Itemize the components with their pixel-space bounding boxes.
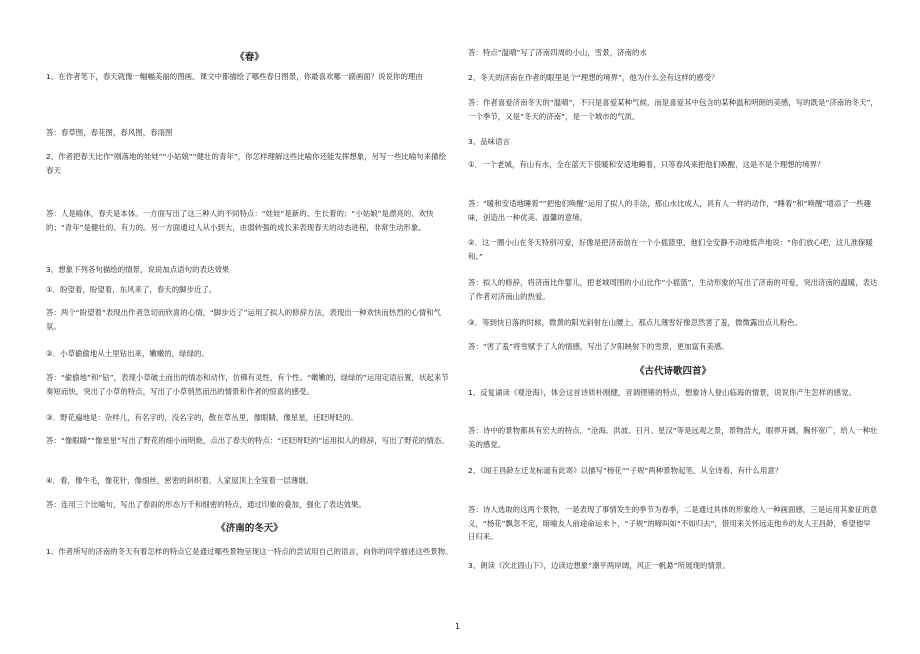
answer-poems-2: 答：诗人选取的这两个景物，一是表现了事情发生的季节为春季，二是通过具体的形象给人一种画面感，三是运用其象征的意义，“杨花”飘忽不定，暗喻友人前途命运未卜，“子规”的啼叫如“不如归去”，借用来关怀远走他乡的友人王昌龄，希望他早日归来。 xyxy=(468,505,878,541)
answer-item-1: 答：两个“盼望着”表现出作者急切而欣喜的心情，“脚步近了”运用了拟人的修辞方法，表现出一种欢快而热烈的心情和气氛。 xyxy=(46,308,441,331)
page-number: 1 xyxy=(455,622,461,631)
section-title-poems: 《古代诗歌四首》 xyxy=(634,366,711,377)
jinan-item-2: ②．这一圈小山在冬天特别可爱，好像是把济南放在一个小摇篮里，他们全安静不动地低声地说：“你们放心吧，这儿准保暖和。” xyxy=(468,238,873,261)
question-jinan-1: 1、作者所写的济南的冬天有着怎样的特点它是通过哪些景物呈现这一特点的尝试用自己的语言，向你的同学描述这些景物。 xyxy=(46,547,453,556)
question-jinan-2: 2、冬天的济南在作者的眼里是个“理想的境界”，他为什么会有这样的感受？ xyxy=(468,73,719,82)
jinan-item-3: ③．等到快日落的时候，微黄的阳光斜射在山腰上，那点儿薄雪好像忽然害了羞，微微露出点儿粉色。 xyxy=(468,318,803,327)
answer-2: 答：人是喻体，春天是本体。一方面写出了这三种人的不同特点：“娃娃”是新的、生长着的；“小姑娘”是漂亮的、欢快的；“青年”是健壮的、有力的。另一方面通过人从小到大，由弱转强的成长来表现春天的动态进程，非常生动形象。 xyxy=(46,209,434,232)
answer-1: 答：春草图，春花图，春风图，春雨图 xyxy=(46,128,173,137)
question-2: 2、作者把春天比作“刚落地的娃娃”“小姑娘”“健壮的青年”，你怎样理解这些比喻你还能发挥想象，另写一些比喻句来描绘春天 xyxy=(46,152,447,175)
answer-item-2: 答：“偷偷地”和“钻”，表现小草破土而出的情态和动作，仿佛有灵性，有个性。“嫩嫩的，绿绿的”运用定语后置，状起来节奏短而快，突出了小草的特点，写出了小草悄然而出的情景和作者的惊喜的感受。 xyxy=(46,373,449,396)
answer-jinan-1: 答：特点“温晴”写了济南四周的小山，雪景，济南的水 xyxy=(468,48,647,57)
answer-poems-1: 答：诗中的景物都具有宏大的特点，“沧海、洪波、日月、星汉”等是远观之景，景物浩大，眼界开阔，胸怀宽广，给人一种壮美的感觉。 xyxy=(468,426,878,449)
item-4: ④．看，像牛毛，像花针，像细丝，密密的斜织着，人家屋顶上全笼着一层薄烟。 xyxy=(46,476,314,485)
answer-item-4: 答：连用三个比喻句，写出了春雨的形态万千和细密的特点，通过印象的叠加，强化了表达效果。 xyxy=(46,500,366,509)
section-title-jinan: 《济南的冬天》 xyxy=(216,523,283,534)
answer-item-3: 答：“像眼睛”“像星星”写出了野花的细小而明艳，点出了春天的特点：“还眨呀眨的”运用拟人的修辞，写出了野花的情态。 xyxy=(46,436,449,445)
question-poems-2: 2、《闻王昌龄左迁龙标遥有此寄》以描写“杨花”“子规”两种景物起笔，从全诗看，有什么用意？ xyxy=(468,466,783,475)
answer-jinan-item-1: 答：“暖和安适地睡着”“把他们唤醒”运用了拟人的手法，那山水比成人，具有人一样的动作，“睡着”和“唤醒”增添了一些趣味，创造出一种优美、温馨的意境。 xyxy=(468,199,872,222)
answer-jinan-item-2: 答：拟人的修辞，将济南比作婴儿，把老城周围的小山比作“小摇篮”，生动形象的写出了济南的可爱，突出济南的温暖，表达了作者对济南山的热爱。 xyxy=(468,278,878,301)
question-poems-3: 3、朗读《次北固山下》，边读边想象“潮平两岸阔，风正一帆悬”所展现的情景。 xyxy=(468,561,730,570)
question-poems-1: 1、反复诵读《观沧海》，体会这首诗质朴刚健，音调铿锵的特点，想象诗人登山临海的情景，说说你产生怎样的感觉。 xyxy=(468,388,856,397)
section-title-chun: 《春》 xyxy=(235,52,264,63)
question-jinan-3: 3、品味语言 xyxy=(468,137,510,146)
answer-jinan-2: 答：作者喜爱济南冬天的“温晴”，不只是喜爱某种气候，而是喜爱其中包含的某种温和明朗的美感，写的既是“济南的冬天”，一个季节，又是“冬天的济南”，是一个城市的气质。 xyxy=(468,98,878,121)
item-1: ①．盼望着，盼望着，东风来了，春天的脚步近了。 xyxy=(46,285,217,294)
jinan-item-1: ①．一个老城，有山有水，全在蓝天下很暖和安适地睡着，只等春风来把他们唤醒，这是不是个理想的境界？ xyxy=(468,160,825,169)
item-3: ③．野花遍地是：杂样儿，有名字的，没名字的，散在草丛里，像眼睛，像星星，还眨呀眨的。 xyxy=(46,413,358,422)
question-3: 3、想象下列各句描绘的情景，说说加点语句的表达效果 xyxy=(46,265,230,274)
item-2: ②．小草偷偷地从土里钻出来，嫩嫩的，绿绿的。 xyxy=(46,349,209,358)
question-1: 1、在作者笔下，春天就像一幅幅美丽的图画。课文中都描绘了哪些春日图景，你最喜欢哪一副画面？说说你的理由 xyxy=(46,72,423,81)
answer-jinan-item-3: 答：“害了羞”将雪赋予了人的情感，写出了夕阳映射下的雪景，更加富有美感。 xyxy=(468,342,729,351)
